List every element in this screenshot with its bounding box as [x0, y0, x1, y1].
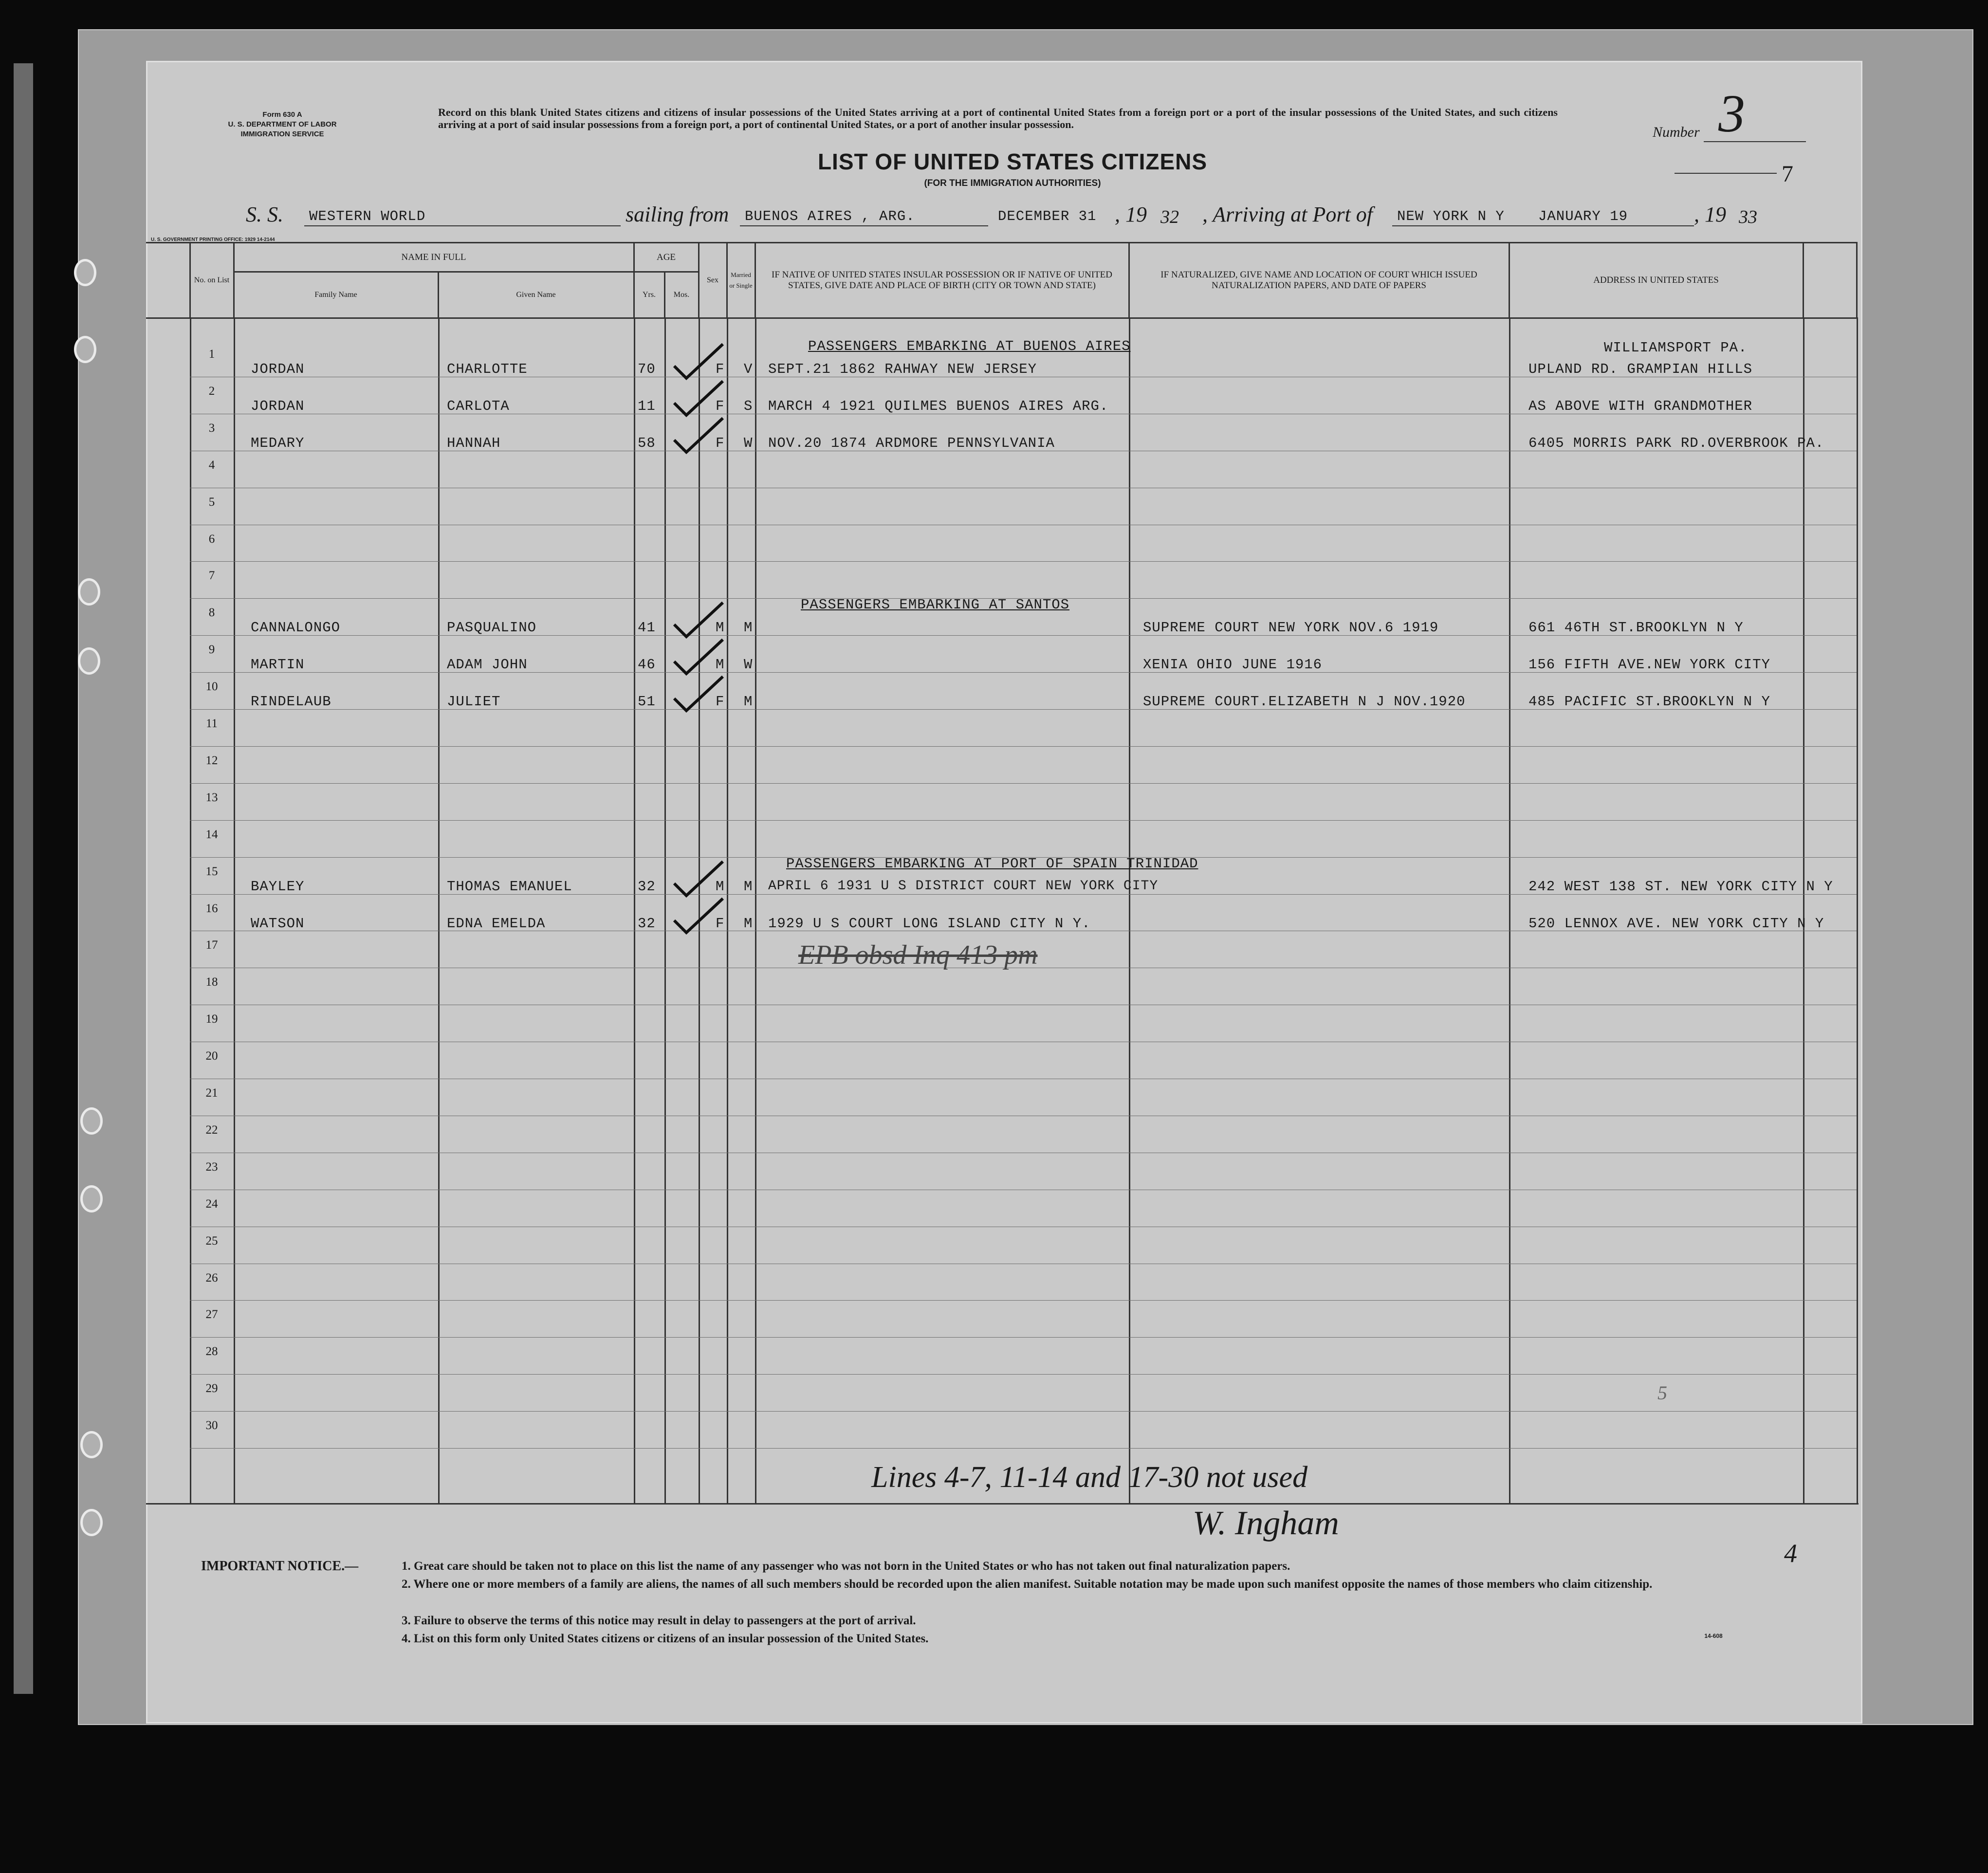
birth-place: SEPT.21 1862 RAHWAY NEW JERSEY: [768, 361, 1037, 377]
row-number: 9: [208, 643, 215, 657]
row-number: 15: [205, 864, 218, 878]
given-name: EDNA EMELDA: [447, 915, 546, 932]
arrival-underline: [1392, 225, 1694, 226]
col-no-on-list: No. on List: [190, 243, 234, 318]
form-number: Form 630 A: [262, 110, 302, 119]
col-married-single: Married or Single: [727, 243, 755, 318]
age-years: 32: [638, 878, 656, 895]
number-value: 3: [1718, 84, 1745, 143]
handwritten-margin-number: 4: [1784, 1539, 1797, 1568]
birth-place: NOV.20 1874 ARDMORE PENNSYLVANIA: [768, 435, 1055, 451]
row-rule: [190, 561, 1857, 562]
column-divider: [1509, 317, 1510, 1504]
row-number: 16: [205, 901, 218, 915]
row-rule: [190, 1337, 1857, 1338]
col-mos: Mos.: [664, 272, 699, 318]
marital-status: W: [744, 435, 753, 451]
binder-hole: [78, 647, 100, 675]
address-top-line: WILLIAMSPORT PA.: [1604, 340, 1748, 356]
check-mark-icon: [669, 894, 728, 937]
age-years: 46: [638, 657, 656, 673]
notice-item-2: 2. Where one or more members of a family are aliens, the names of all such members should be recorded upon the alien manifest. Suitable notation may be made upon such manifest opposite the names of those members who claim citizenship.: [402, 1578, 1653, 1591]
binder-hole: [74, 336, 96, 363]
sex: F: [716, 435, 725, 451]
row-rule: [190, 746, 1857, 747]
column-divider: [664, 317, 666, 1504]
row-rule: [190, 1374, 1857, 1375]
col-family-name: Family Name: [234, 272, 438, 318]
departure-port: BUENOS AIRES , ARG.: [745, 208, 915, 224]
sheet-underline: [1675, 173, 1777, 174]
departure-year: 32: [1160, 207, 1179, 227]
row-number: 13: [205, 790, 218, 804]
departure-underline: [740, 225, 988, 226]
col-name-in-full: NAME IN FULL: [234, 243, 634, 272]
ss-label: S. S.: [246, 202, 283, 226]
row-number: 6: [208, 532, 215, 546]
sex: M: [716, 878, 725, 895]
row-number: 25: [205, 1234, 218, 1248]
family-name: WATSON: [251, 915, 305, 932]
row-number: 28: [205, 1345, 218, 1359]
sex: M: [716, 620, 725, 636]
age-years: 32: [638, 915, 656, 932]
ship-name: WESTERN WORLD: [309, 208, 426, 224]
binder-hole: [78, 578, 100, 606]
col-sex: Sex: [699, 243, 727, 318]
marital-status: W: [744, 657, 753, 673]
row-rule: [190, 783, 1857, 784]
check-mark-icon: [669, 672, 728, 716]
list-title: LIST OF UNITED STATES CITIZENS: [817, 149, 1208, 174]
row-number: 10: [205, 680, 218, 694]
age-years: 11: [638, 398, 656, 414]
col-yrs: Yrs.: [634, 272, 664, 318]
list-subtitle: (FOR THE IMMIGRATION AUTHORITIES): [924, 178, 1101, 188]
row-number: 8: [208, 606, 215, 620]
us-address: 520 LENNOX AVE. NEW YORK CITY N Y: [1528, 915, 1824, 932]
binder-hole: [80, 1185, 103, 1212]
birth-place: 1929 U S COURT LONG ISLAND CITY N Y.: [768, 915, 1091, 932]
binder-hole: [80, 1431, 103, 1458]
col-address: ADDRESS IN UNITED STATES: [1509, 243, 1803, 318]
age-years: 58: [638, 435, 656, 451]
col-native-birth: IF NATIVE OF UNITED STATES INSULAR POSSESSION OR IF NATIVE OF UNITED STATES, GIVE DATE AND PLACE OF BIRTH (CITY OR TOWN AND STATE): [755, 243, 1129, 318]
row-number: 7: [208, 569, 215, 583]
family-name: CANNALONGO: [251, 620, 341, 636]
arrival-port: NEW YORK N Y: [1397, 208, 1505, 224]
row-number: 17: [205, 938, 218, 952]
age-years: 51: [638, 694, 656, 710]
column-divider: [1857, 317, 1858, 1504]
family-name: RINDELAUB: [251, 694, 331, 710]
handwritten-lines-not-used: Lines 4-7, 11-14 and 17-30 not used: [871, 1461, 1308, 1494]
given-name: CARLOTA: [447, 398, 510, 414]
row-number: 23: [205, 1160, 218, 1174]
row-rule: [190, 1448, 1857, 1449]
row-number: 3: [208, 421, 215, 435]
row-number: 18: [205, 975, 218, 989]
us-address: 661 46TH ST.BROOKLYN N Y: [1528, 620, 1744, 636]
row-number: 26: [205, 1271, 218, 1285]
sex: F: [716, 361, 725, 377]
column-divider: [755, 317, 756, 1504]
row-rule: [190, 1411, 1857, 1412]
sex: F: [716, 694, 725, 710]
given-name: CHARLOTTE: [447, 361, 528, 377]
given-name: ADAM JOHN: [447, 657, 528, 673]
naturalization-court: SUPREME COURT.ELIZABETH N J NOV.1920: [1143, 694, 1466, 710]
sheet-value: 7: [1782, 161, 1793, 187]
notice-item-3: 3. Failure to observe the terms of this notice may result in delay to passengers at the port of arrival.: [402, 1614, 916, 1627]
binder-hole: [74, 259, 96, 286]
us-address: 6405 MORRIS PARK RD.OVERBROOK PA.: [1528, 435, 1824, 451]
number-label: Number: [1653, 124, 1700, 140]
age-years: 41: [638, 620, 656, 636]
section-heading: PASSENGERS EMBARKING AT PORT OF SPAIN TRINIDAD: [786, 855, 1198, 872]
column-divider: [438, 317, 440, 1504]
given-name: HANNAH: [447, 435, 501, 451]
notice-item-4: 4. List on this form only United States citizens or citizens of an insular possession of the United States.: [402, 1632, 929, 1645]
arrival-year-prefix: , 19: [1694, 202, 1726, 226]
column-divider: [1803, 317, 1804, 1504]
row-number: 30: [205, 1419, 218, 1432]
us-address: 485 PACIFIC ST.BROOKLYN N Y: [1528, 694, 1770, 710]
us-address: UPLAND RD. GRAMPIAN HILLS: [1528, 361, 1753, 377]
departure-year-prefix: , 19: [1115, 202, 1147, 226]
section-heading: PASSENGERS EMBARKING AT SANTOS: [801, 597, 1070, 613]
row-number: 5: [208, 495, 215, 509]
instructions: Record on this blank United States citizens and citizens of insular possessions of the United States arriving at a port of continental United States from a foreign port or a port of the insular possessions of the United States, and such citizens arriving at a port of said insular possessions from a foreign port, a port of continental United States, or a port of another insular possession.: [438, 106, 1558, 130]
marital-status: M: [744, 915, 753, 932]
row-number: 29: [205, 1382, 218, 1396]
col-naturalized: IF NATURALIZED, GIVE NAME AND LOCATION OF COURT WHICH ISSUED NATURALIZATION PAPERS, AND DATE OF PAPERS: [1129, 243, 1509, 318]
binder-strip: [14, 63, 33, 1694]
row-number: 11: [205, 717, 218, 730]
naturalization-court: SUPREME COURT NEW YORK NOV.6 1919: [1143, 620, 1439, 636]
handwritten-inspection-note: EPB obsd Inq 413 pm: [798, 940, 1038, 970]
handwritten-signature: W. Ingham: [1193, 1505, 1339, 1542]
age-years: 70: [638, 361, 656, 377]
family-name: MARTIN: [251, 657, 305, 673]
column-divider: [634, 317, 635, 1504]
given-name: JULIET: [447, 694, 501, 710]
row-number: 27: [205, 1308, 218, 1322]
footer-code: 14-608: [1704, 1633, 1723, 1639]
sex: F: [716, 915, 725, 932]
printing-office: U. S. GOVERNMENT PRINTING OFFICE: 1929 14-2144: [151, 237, 275, 242]
birth-place: APRIL 6 1931 U S DISTRICT COURT NEW YORK CITY: [768, 878, 1159, 894]
row-number: 24: [205, 1197, 218, 1211]
check-mark-icon: [669, 413, 728, 457]
notice-label: IMPORTANT NOTICE.—: [201, 1559, 359, 1574]
arrival-date: JANUARY 19: [1538, 208, 1628, 224]
sailing-from-label: sailing from: [626, 202, 729, 226]
column-header-table: [146, 242, 1858, 319]
family-name: BAYLEY: [251, 878, 305, 895]
given-name: PASQUALINO: [447, 620, 537, 636]
row-number: 20: [205, 1049, 218, 1063]
row-number: 22: [205, 1123, 218, 1137]
row-rule: [190, 820, 1857, 821]
col-age: AGE: [634, 243, 699, 272]
row-number: 4: [208, 458, 215, 472]
table-bottom-border: [146, 1503, 1859, 1505]
marital-status: V: [744, 361, 753, 377]
row-number: 21: [205, 1086, 218, 1100]
us-address: AS ABOVE WITH GRANDMOTHER: [1528, 398, 1753, 414]
sex: M: [716, 657, 725, 673]
marital-status: M: [744, 694, 753, 710]
row-number: 19: [205, 1012, 218, 1026]
column-divider: [234, 317, 235, 1504]
row-number: 2: [208, 384, 215, 398]
marital-status: M: [744, 878, 753, 895]
row-number: 1: [208, 348, 215, 361]
row-number: 12: [205, 753, 218, 767]
row-number: 14: [205, 827, 218, 841]
naturalization-court: XENIA OHIO JUNE 1916: [1143, 657, 1323, 673]
family-name: JORDAN: [251, 361, 305, 377]
binder-hole: [80, 1107, 103, 1135]
family-name: JORDAN: [251, 398, 305, 414]
notice-item-1: 1. Great care should be taken not to place on this list the name of any passenger who was not born in the United States or who has not taken out final naturalization papers.: [402, 1560, 1290, 1573]
service: IMMIGRATION SERVICE: [240, 130, 324, 138]
binder-hole: [80, 1509, 103, 1536]
us-address: 156 FIFTH AVE.NEW YORK CITY: [1528, 657, 1770, 673]
family-name: MEDARY: [251, 435, 305, 451]
ship-underline: [304, 225, 621, 226]
row-rule: [190, 1300, 1857, 1301]
departure-date: DECEMBER 31: [998, 208, 1097, 224]
department: U. S. DEPARTMENT OF LABOR: [228, 120, 337, 129]
arriving-label: , Arriving at Port of: [1202, 202, 1373, 226]
column-divider: [1129, 317, 1130, 1504]
marital-status: M: [744, 620, 753, 636]
sex: F: [716, 398, 725, 414]
col-given-name: Given Name: [438, 272, 634, 318]
section-heading: PASSENGERS EMBARKING AT BUENOS AIRES: [808, 338, 1131, 354]
arrival-year: 33: [1739, 207, 1757, 227]
given-name: THOMAS EMANUEL: [447, 878, 572, 895]
birth-place: MARCH 4 1921 QUILMES BUENOS AIRES ARG.: [768, 398, 1109, 414]
marital-status: S: [744, 398, 753, 414]
us-address: 242 WEST 138 ST. NEW YORK CITY N Y: [1528, 878, 1833, 895]
pencil-mark: 5: [1657, 1382, 1667, 1404]
